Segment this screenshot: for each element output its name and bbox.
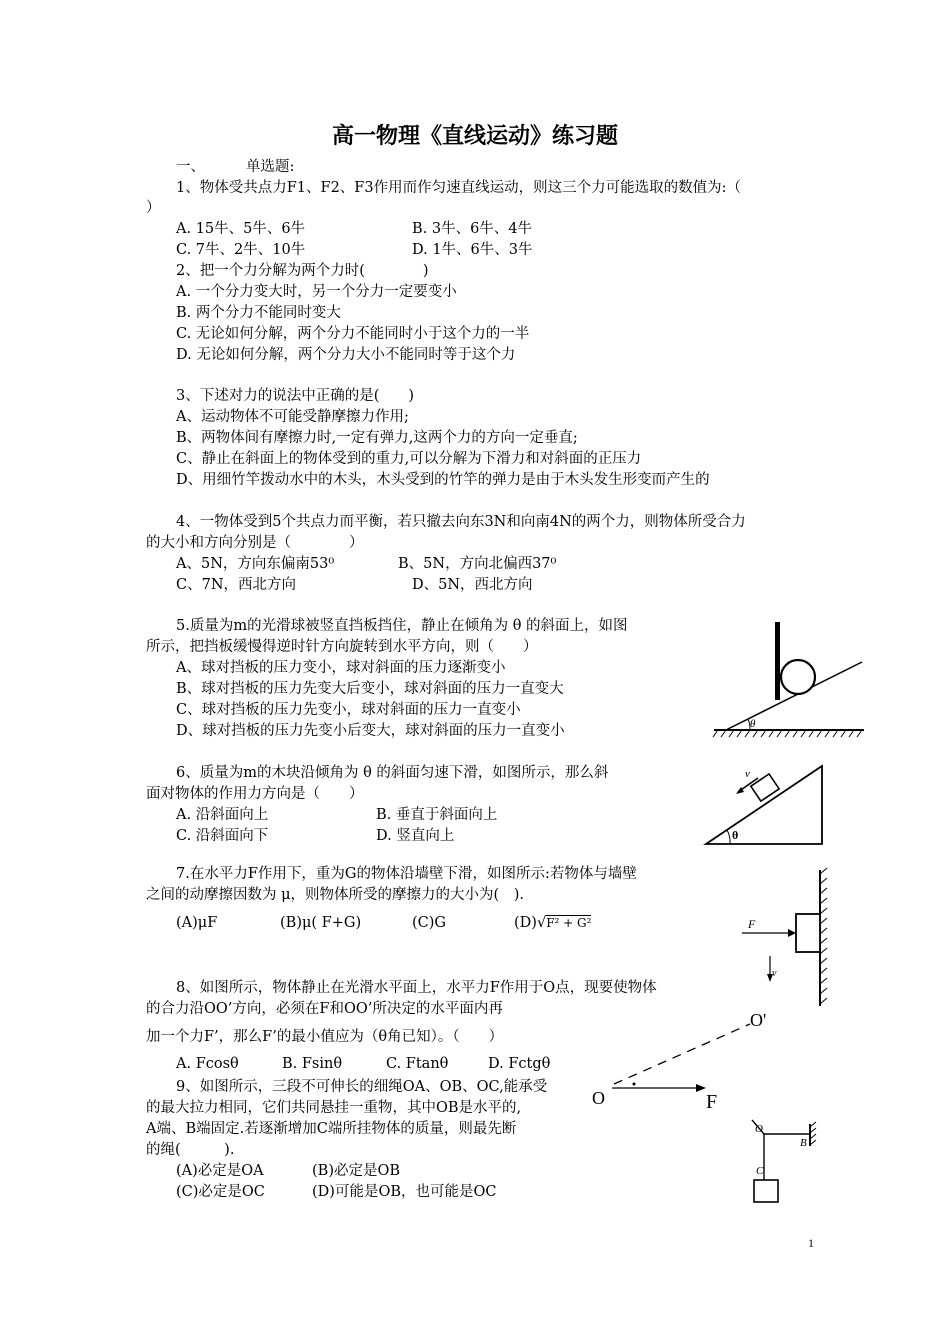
q3-option-b: B、两物体间有摩擦力时,一定有弹力,这两个力的方向一定垂直;: [176, 430, 578, 446]
q9-stem-line4: 的绳( ).: [146, 1142, 235, 1158]
q2-option-c: C. 无论如何分解，两个分力不能同时小于这个力的一半: [176, 326, 530, 342]
q9-stem-line3: A端、B端固定.若逐渐增加C端所挂物体的质量，则最先断: [146, 1121, 517, 1137]
q2-option-d: D. 无论如何分解，两个分力大小不能同时等于这个力: [176, 347, 516, 363]
q9-option-b: (B)必定是OB: [312, 1163, 401, 1179]
q8-O-label: O: [592, 1088, 605, 1108]
q5-ball: [781, 660, 815, 694]
q7-option-d: [514, 913, 591, 933]
q3-stem: 3、下述对力的说法中正确的是( ): [176, 388, 415, 404]
q8-figure: [590, 1000, 780, 1112]
q7-option-a: (A)μF: [176, 915, 218, 931]
q9-B-label: B: [800, 1137, 807, 1149]
page-number: 1: [808, 1236, 814, 1250]
q7-wall-hatch: [820, 868, 827, 1004]
q5-option-d: D、球对挡板的压力先变小后变大，球对斜面的压力一直变小: [176, 723, 565, 739]
q5-option-a: A、球对挡板的压力变小，球对斜面的压力逐渐变小: [176, 660, 506, 676]
q1-option-a: A. 15牛、5牛、6牛: [176, 221, 306, 237]
q5-option-b: B、球对挡板的压力先变大后变小，球对斜面的压力一直变大: [176, 681, 564, 697]
q1-option-d: D. 1牛、6牛、3牛: [412, 242, 533, 258]
section-label: 单选题:: [246, 159, 295, 175]
q9-stem-line2: 的最大拉力相同，它们共同悬挂一重物，其中OB是水平的,: [146, 1100, 522, 1116]
q6-stem-line2: 面对物体的作用力方向是（ ）: [146, 786, 364, 802]
q6-option-b: B. 垂直于斜面向上: [376, 807, 498, 823]
q9-option-d: (D)可能是OB，也可能是OC: [312, 1184, 497, 1200]
q6-v-label: v: [745, 768, 750, 780]
q7-option-b: (B)μ( F+G): [280, 915, 362, 931]
page-title: 高一物理《直线运动》练习题: [331, 124, 618, 149]
q5-ground-hatch: [713, 730, 862, 737]
sqrt-icon: √: [536, 915, 547, 931]
q2-stem: 2、把一个力分解为两个力时( ): [176, 263, 429, 279]
q4-stem-line2: 的大小和方向分别是（ ）: [146, 535, 364, 551]
q4-option-d: D、5N，西北方向: [412, 577, 533, 593]
q1-option-b: B. 3牛、6牛、4牛: [412, 221, 533, 237]
q5-stem-line2: 所示，把挡板缓慢得逆时针方向旋转到水平方向，则（ ）: [146, 639, 538, 655]
q1-option-c: C. 7牛、2牛、10牛: [176, 242, 306, 258]
q1-stem-line2: ）: [146, 200, 161, 216]
q8-option-b: B. Fsinθ: [282, 1056, 343, 1072]
q7-stem-line2: 之间的动摩擦因数为 μ，则物体所受的摩擦力的大小为( ).: [146, 887, 524, 903]
q8-OO-dashed-line: [614, 1024, 750, 1084]
q9-figure: [750, 1118, 820, 1208]
q9-C-label: C: [756, 1165, 764, 1177]
q9-stem-line1: 9、如图所示，三段不可伸长的细绳OA、OB、OC,能承受: [176, 1079, 548, 1095]
q6-option-d: D. 竖直向上: [376, 828, 455, 844]
section-number: 一、: [176, 159, 205, 175]
q8-stem-line1: 8、如图所示，物体静止在光滑水平面上，水平力F作用于O点，现要使物体: [176, 980, 657, 996]
q8-option-d: D. Fctgθ: [488, 1056, 551, 1072]
q5-board: [775, 622, 780, 700]
q9-option-a: (A)必定是OA: [176, 1163, 264, 1179]
q7-stem-line1: 7.在水平力F作用下，重为G的物体沿墙壁下滑，如图所示:若物体与墙壁: [176, 866, 637, 882]
q5-option-c: C、球对挡板的压力先变小，球对斜面的压力一直变小: [176, 702, 521, 718]
q8-stem-line2: 的合力沿OO’方向，必须在F和OO’所决定的水平面内再: [146, 1001, 503, 1017]
q7-option-d-prefix: (D): [514, 915, 537, 931]
q7-option-d-expr: F² + G²: [546, 916, 592, 930]
q8-option-c: C. Ftanθ: [386, 1056, 449, 1072]
q7-figure: [738, 866, 830, 1014]
q7-v-label: v: [772, 968, 777, 979]
q8-F-label: F: [706, 1091, 718, 1113]
q8-angle-mark: [633, 1083, 636, 1086]
q5-figure: [712, 618, 872, 738]
q9-option-c: (C)必定是OC: [176, 1184, 265, 1200]
q9-weight: [754, 1180, 778, 1202]
q1-stem-line1: 1、物体受共点力F1、F2、F3作用而作匀速直线运动，则这三个力可能选取的数值为:（: [176, 180, 741, 196]
q4-option-b: B、5N，方向北偏西37⁰: [398, 556, 557, 572]
q2-option-b: B. 两个分力不能同时变大: [176, 305, 341, 321]
q3-option-a: A、运动物体不可能受静摩擦力作用;: [176, 409, 409, 425]
q7-option-c: (C)G: [412, 915, 446, 931]
q8-option-a: A. Fcosθ: [176, 1056, 239, 1072]
q7-block: [796, 914, 820, 952]
q4-stem-line1: 4、一物体受到5个共点力而平衡，若只撤去向东3N和向南4N的两个力，则物体所受合力: [176, 514, 746, 530]
q6-theta-label: θ: [732, 828, 739, 842]
q3-option-c: C、静止在斜面上的物体受到的重力,可以分解为下滑力和对斜面的正压力: [176, 451, 642, 467]
q6-stem-line1: 6、质量为m的木块沿倾角为 θ 的斜面匀速下滑，如图所示，那么斜: [176, 765, 609, 781]
q2-option-a: A. 一个分力变大时，另一个分力一定要变小: [176, 284, 457, 300]
q4-option-c: C、7N，西北方向: [176, 577, 297, 593]
q5-theta-label: θ: [750, 718, 756, 730]
q8-O2-label: O': [750, 1010, 767, 1030]
q4-option-a: A、5N，方向东偏南53⁰: [176, 556, 335, 572]
q5-stem-line1: 5.质量为m的光滑球被竖直挡板挡住，静止在倾角为 θ 的斜面上，如图: [176, 618, 628, 634]
q6-option-c: C. 沿斜面向下: [176, 828, 269, 844]
q8-stem-line3: 加一个力F’，那么F’的最小值应为（θ角已知）。（ ）: [146, 1029, 504, 1045]
q9-O-label: O: [755, 1123, 763, 1135]
q6-option-a: A. 沿斜面向上: [176, 807, 269, 823]
q7-F-label: F: [748, 917, 756, 931]
q3-option-d: D、用细竹竿拨动水中的木头，木头受到的竹竿的弹力是由于木头发生形变而产生的: [176, 472, 710, 488]
q6-figure: [700, 760, 830, 850]
